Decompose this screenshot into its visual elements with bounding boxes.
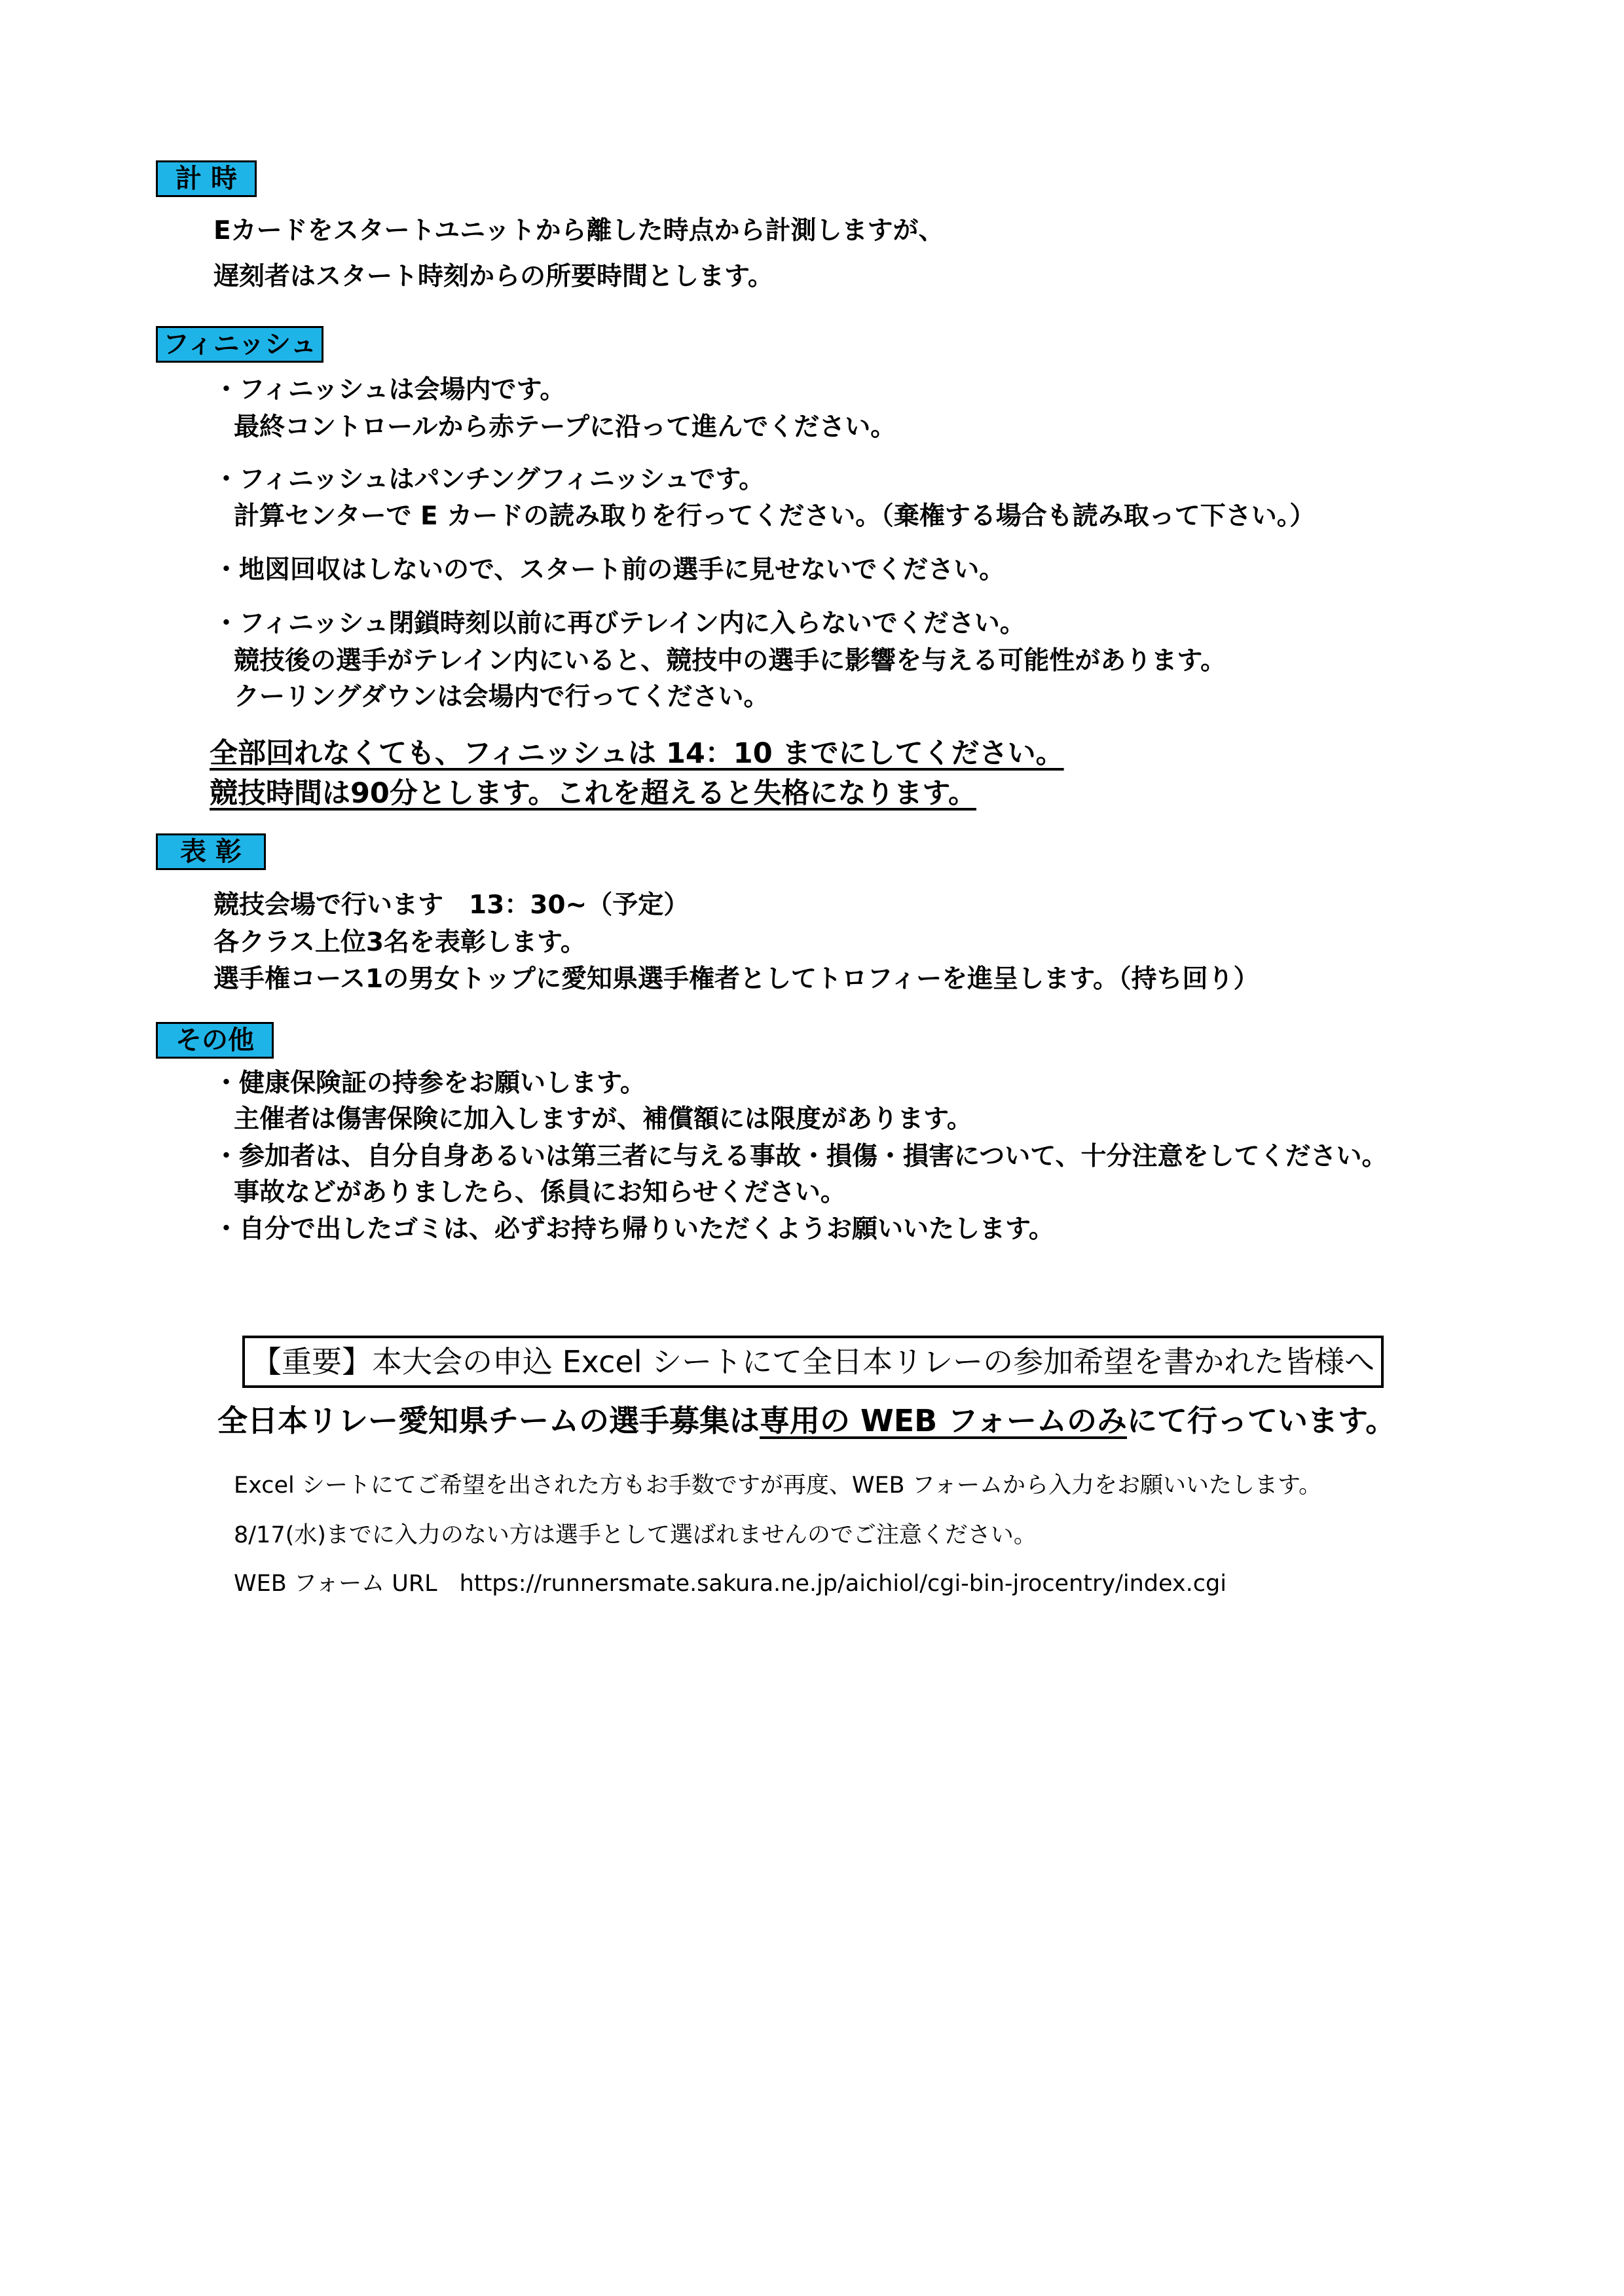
other-heading: その他 xyxy=(156,1022,274,1059)
important-notice-box: 【重要】本大会の申込 Excel シートにて全日本リレーの参加希望を書かれた皆様へ xyxy=(242,1336,1384,1388)
notice-headline-part3: にて行っています。 xyxy=(1126,1403,1396,1438)
other-line-4: 事故などがありましたら、係員にお知らせください。 xyxy=(234,1178,846,1207)
timing-line-2: 遅刻者はスタート時刻からの所要時間とします。 xyxy=(213,262,773,291)
award-heading: 表 彰 xyxy=(156,833,266,870)
notice-line-2: 8/17(水)までに入力のない方は選手として選ばれませんのでご注意ください。 xyxy=(234,1522,1037,1548)
notice-url-line xyxy=(234,1573,1227,1595)
other-line-5: ・自分で出したゴミは、必ずお持ち帰りいただくようお願いいたします。 xyxy=(213,1214,1054,1244)
finish-heading: フィニッシュ xyxy=(156,326,323,363)
award-line-1: 競技会場で行います 13：30~（予定） xyxy=(213,890,690,920)
notice-headline-part1: 全日本リレー愛知県チームの選手募集は xyxy=(217,1403,760,1438)
finish-line-4: 計算センターで E カードの読み取りを行ってください。（棄権する場合も読み取って下さい。） xyxy=(234,501,1316,531)
finish-line-7: 競技後の選手がテレイン内にいると、競技中の選手に影響を与える可能性があります。 xyxy=(234,646,1227,676)
award-line-3: 選手権コース1の男女トップに愛知県選手権者としてトロフィーを進呈します。（持ち回り） xyxy=(213,964,1259,994)
notice-url-label: WEB フォーム URL xyxy=(234,1571,437,1597)
finish-line-8: クーリングダウンは会場内で行ってください。 xyxy=(234,682,769,712)
other-line-2: 主催者は傷害保険に加入しますが、補償額には限度があります。 xyxy=(234,1104,972,1134)
notice-url-link[interactable]: https://runnersmate.sakura.ne.jp/aichiol/cgi-bin-jrocentry/index.cgi xyxy=(459,1571,1227,1597)
timing-heading: 計 時 xyxy=(156,160,257,197)
timing-line-1: Eカードをスタートユニットから離した時点から計測しますが、 xyxy=(213,216,944,246)
finish-line-6: ・フィニッシュ閉鎖時刻以前に再びテレイン内に入らないでください。 xyxy=(213,609,1025,638)
finish-warning-deadline: 全部回れなくても、フィニッシュは 14：10 までにしてください。 xyxy=(210,737,1064,770)
finish-line-1: ・フィニッシュは会場内です。 xyxy=(213,375,566,405)
notice-headline xyxy=(217,1403,1396,1438)
award-line-2: 各クラス上位3名を表彰します。 xyxy=(213,928,586,957)
finish-warning-time-limit: 競技時間は90分とします。これを超えると失格になります。 xyxy=(210,777,976,810)
other-line-3: ・参加者は、自分自身あるいは第三者に与える事故・損傷・損害について、十分注意をしてください。 xyxy=(213,1142,1388,1171)
finish-line-2: 最終コントロールから赤テープに沿って進んでください。 xyxy=(234,412,896,442)
notice-line-1: Excel シートにてご希望を出された方もお手数ですが再度、WEB フォームから入力をお願いいたします。 xyxy=(234,1472,1322,1499)
finish-line-3: ・フィニッシュはパンチングフィニッシュです。 xyxy=(213,465,765,494)
finish-line-5: ・地図回収はしないので、スタート前の選手に見せないでください。 xyxy=(213,555,1005,585)
notice-headline-web-form-only: 専用の WEB フォームのみ xyxy=(760,1403,1127,1438)
other-line-1: ・健康保険証の持参をお願いします。 xyxy=(213,1068,646,1098)
